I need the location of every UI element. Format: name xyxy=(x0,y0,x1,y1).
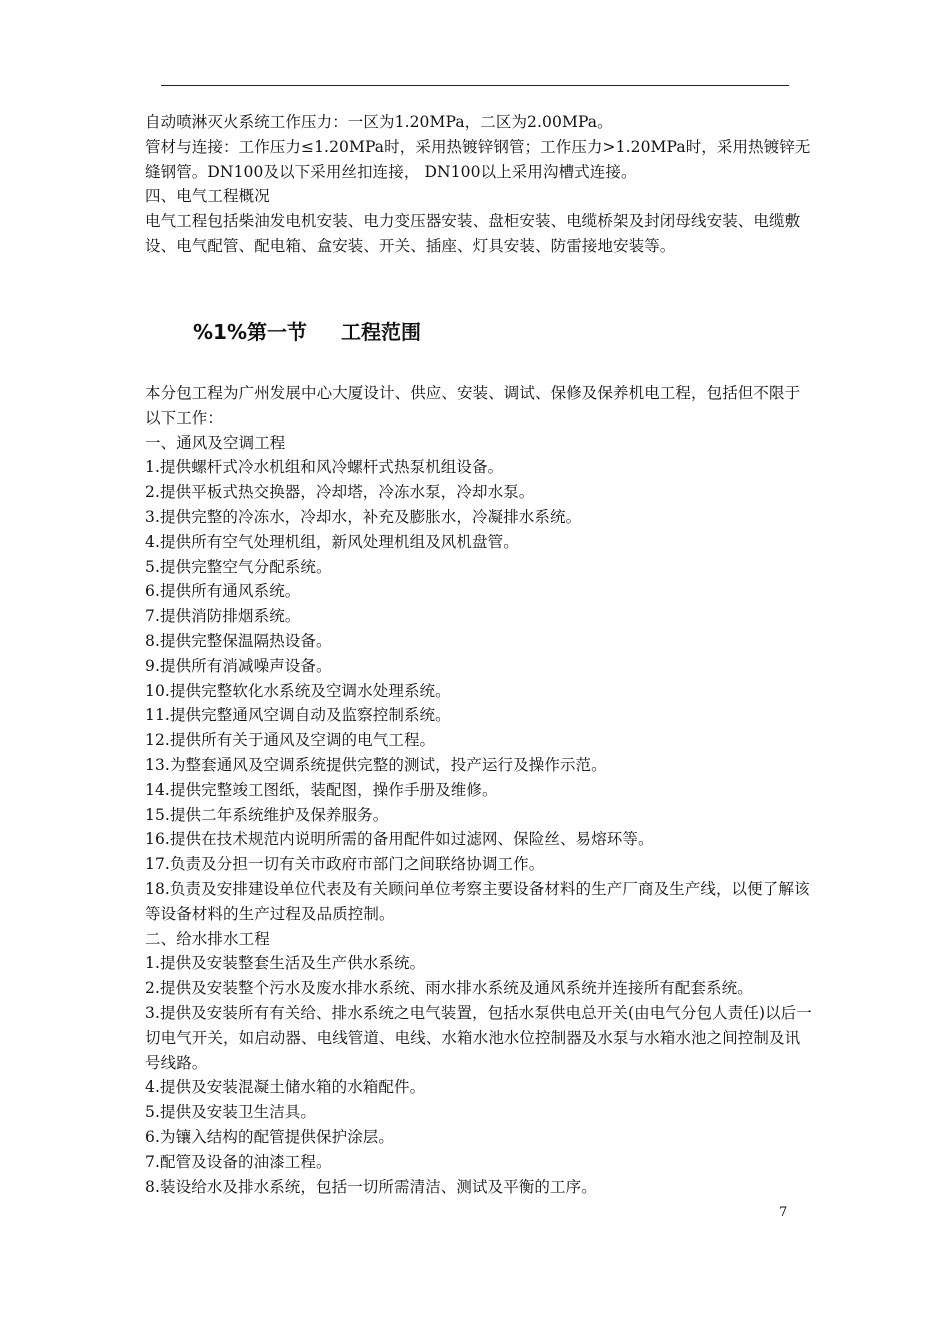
list-item: 3.提供完整的冷冻水，冷却水，补充及膨胀水，冷凝排水系统。 xyxy=(145,507,582,526)
subheading-plumbing: 二、给水排水工程 xyxy=(145,929,270,948)
paragraph-scope-intro: 本分包工程为广州发展中心大厦设计、供应、安装、调试、保修及保养机电工程，包括但不限于以下工作： xyxy=(145,384,801,427)
header-rule xyxy=(161,85,789,86)
list-item: 12.提供所有关于通风及空调的电气工程。 xyxy=(145,731,436,750)
list-item: 9.提供所有消减噪声设备。 xyxy=(145,656,332,675)
list-item: 5.提供及安装卫生洁具。 xyxy=(145,1103,316,1122)
list-item: 1.提供螺杆式冷水机组和风冷螺杆式热泵机组设备。 xyxy=(145,458,504,477)
section-heading xyxy=(193,318,421,346)
list-item: 6.提供所有通风系统。 xyxy=(145,582,301,601)
list-item: 7.提供消防排烟系统。 xyxy=(145,607,301,626)
paragraph-electrical-scope: 电气工程包括柴油发电机安装、电力变压器安装、盘柜安装、电缆桥架及封闭母线安装、电缆敷设、电气配管、配电箱、盒安装、开关、插座、灯具安装、防雷接地安装等。 xyxy=(145,212,801,255)
list-item: 14.提供完整竣工图纸，装配图，操作手册及维修。 xyxy=(145,780,498,799)
intro-text-block xyxy=(145,110,815,259)
subheading-electrical-overview: 四、电气工程概况 xyxy=(145,187,270,206)
list-item: 8.提供完整保温隔热设备。 xyxy=(145,631,332,650)
scope-text-block xyxy=(145,381,815,1199)
section-number: %1%第一节 xyxy=(193,320,307,344)
list-item: 1.提供及安装整套生活及生产供水系统。 xyxy=(145,954,426,973)
list-item: 8.装设给水及排水系统，包括一切所需清洁、测试及平衡的工序。 xyxy=(145,1177,597,1196)
list-item: 5.提供完整空气分配系统。 xyxy=(145,557,332,576)
list-item: 4.提供所有空气处理机组，新风处理机组及风机盘管。 xyxy=(145,532,519,551)
list-item: 13.为整套通风及空调系统提供完整的测试，投产运行及操作示范。 xyxy=(145,755,607,774)
list-item: 17.负责及分担一切有关市政府市部门之间联络协调工作。 xyxy=(145,855,545,874)
paragraph-pipe-materials: 管材与连接：工作压力≤1.20MPa时，采用热镀锌钢管；工作压力>1.20MPa时，采用热镀锌无缝钢管。DN100及以下采用丝扣连接， DN100以上采用沟槽式连接。 xyxy=(145,137,811,181)
list-item: 3.提供及安装所有有关给、排水系统之电气装置，包括水泵供电总开关(由电气分包人责任)以后一切电气开关，如启动器、电线管道、电线、水箱水池水位控制器及水泵与水箱水池之间控制及讯号线路。 xyxy=(145,1003,812,1072)
list-item: 4.提供及安装混凝土储水箱的水箱配件。 xyxy=(145,1078,426,1097)
list-item: 6.为镶入结构的配管提供保护涂层。 xyxy=(145,1127,394,1146)
list-item: 2.提供及安装整个污水及废水排水系统、雨水排水系统及通风系统并连接所有配套系统。 xyxy=(145,979,753,998)
list-item: 15.提供二年系统维护及保养服务。 xyxy=(145,805,389,824)
section-title: 工程范围 xyxy=(341,320,421,344)
list-item: 10.提供完整软化水系统及空调水处理系统。 xyxy=(145,681,451,700)
paragraph-sprinkler-pressure: 自动喷淋灭火系统工作压力：一区为1.20MPa，二区为2.00MPa。 xyxy=(145,113,613,131)
list-item: 7.配管及设备的油漆工程。 xyxy=(145,1152,332,1171)
list-item: 2.提供平板式热交换器，冷却塔，冷冻水泵，冷却水泵。 xyxy=(145,483,535,502)
list-item: 16.提供在技术规范内说明所需的备用配件如过滤网、保险丝、易熔环等。 xyxy=(145,830,654,849)
subheading-hvac: 一、通风及空调工程 xyxy=(145,433,286,452)
list-item: 18.负责及安排建设单位代表及有关顾问单位考察主要设备材料的生产厂商及生产线，以便了解该等设备材料的生产过程及品质控制。 xyxy=(145,879,810,923)
list-item: 11.提供完整通风空调自动及监察控制系统。 xyxy=(145,706,451,725)
page-number: 7 xyxy=(779,1205,788,1220)
